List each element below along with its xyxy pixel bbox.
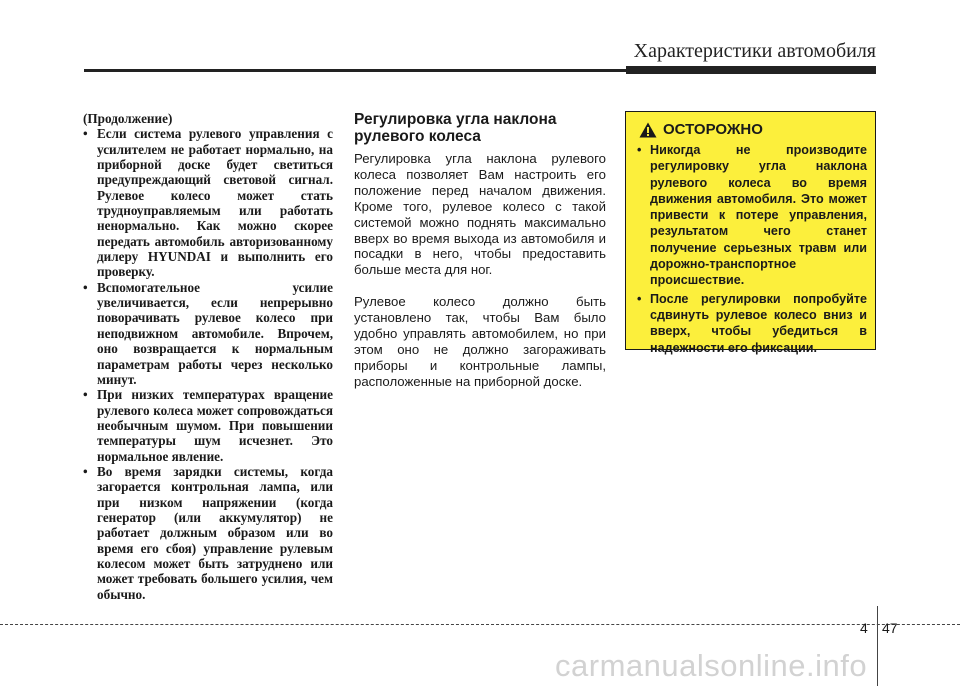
paragraph: Рулевое колесо должно быть установлено так, чтобы Вам было удобно управлять автомобилем, но при этом оно не должно загораживать приборы и контрольные лампы, расположенные на приборной доске. (354, 294, 606, 389)
paragraph: Регулировка угла наклона рулевого колеса позволяет Вам настроить его положение перед началом движения. Кроме того, рулевое колесо с такой системой можно поднять максимально вверх во время выхода из автомобиля и посадки в него, чтобы предоставить больше места для ног. (354, 151, 606, 278)
list-item: • Во время зарядки системы, когда загорается контрольная лампа, или при низком напряжении (когда генератор (или аккумулятор) не работает должным образом или во время его сбоя) управление рулевым колесом может быть затруднено или может требовать большего усилия, чем обычно. (83, 464, 333, 602)
list-item: • При низких температурах вращение рулевого колеса может сопровождаться необычным шумом. При повышении температуры шум исчезнет. Это нормальное явление. (83, 387, 333, 464)
warning-title: ОСТОРОЖНО (663, 121, 763, 138)
page-header-title: Характеристики автомобиля (633, 40, 876, 62)
warning-box (625, 111, 876, 355)
warning-bullet-list (626, 142, 875, 356)
watermark: carmanualsonline.info (555, 648, 868, 683)
continued-label: (Продолжение) (83, 111, 173, 126)
left-column (83, 111, 333, 602)
list-item: • Вспомогательное усилие увеличивается, если непрерывно поворачивать рулевое колесо при неподвижном автомобиле. Впрочем, оно возвращается к нормальным параметрам работы через несколько минут. (83, 280, 333, 387)
list-item: • После регулировки попробуйте сдвинуть рулевое колесо вниз и вверх, чтобы убедиться в надежности его фиксации. (636, 291, 867, 356)
chapter-number: 4 (860, 620, 868, 636)
header-tab-bar (626, 66, 876, 74)
page-number: 47 (882, 620, 898, 636)
middle-column (354, 111, 606, 406)
footer-rule (0, 624, 960, 625)
section-title: Регулировка угла наклона рулевого колеса (354, 111, 557, 145)
warning-header (639, 121, 875, 138)
list-item: • Никогда не производите регулировку угла наклона рулевого колеса во время движения автомобиля. Это может привести к потере управления, результатом чего станет получение серьезных травм или дорожно-транспортное происшествие. (636, 142, 867, 289)
footer-divider (877, 606, 878, 686)
left-bullet-list (83, 126, 333, 602)
warning-triangle-icon (639, 122, 657, 138)
list-item: • Если система рулевого управления с усилителем не работает нормально, на приборной доске будет светиться предупреждающий световой сигнал. Рулевое колесо может стать трудноуправляемым или работать ненормально. Как можно скорее передать автомобиль авторизованному дилеру HYUNDAI и выполнить его проверку. (83, 126, 333, 279)
